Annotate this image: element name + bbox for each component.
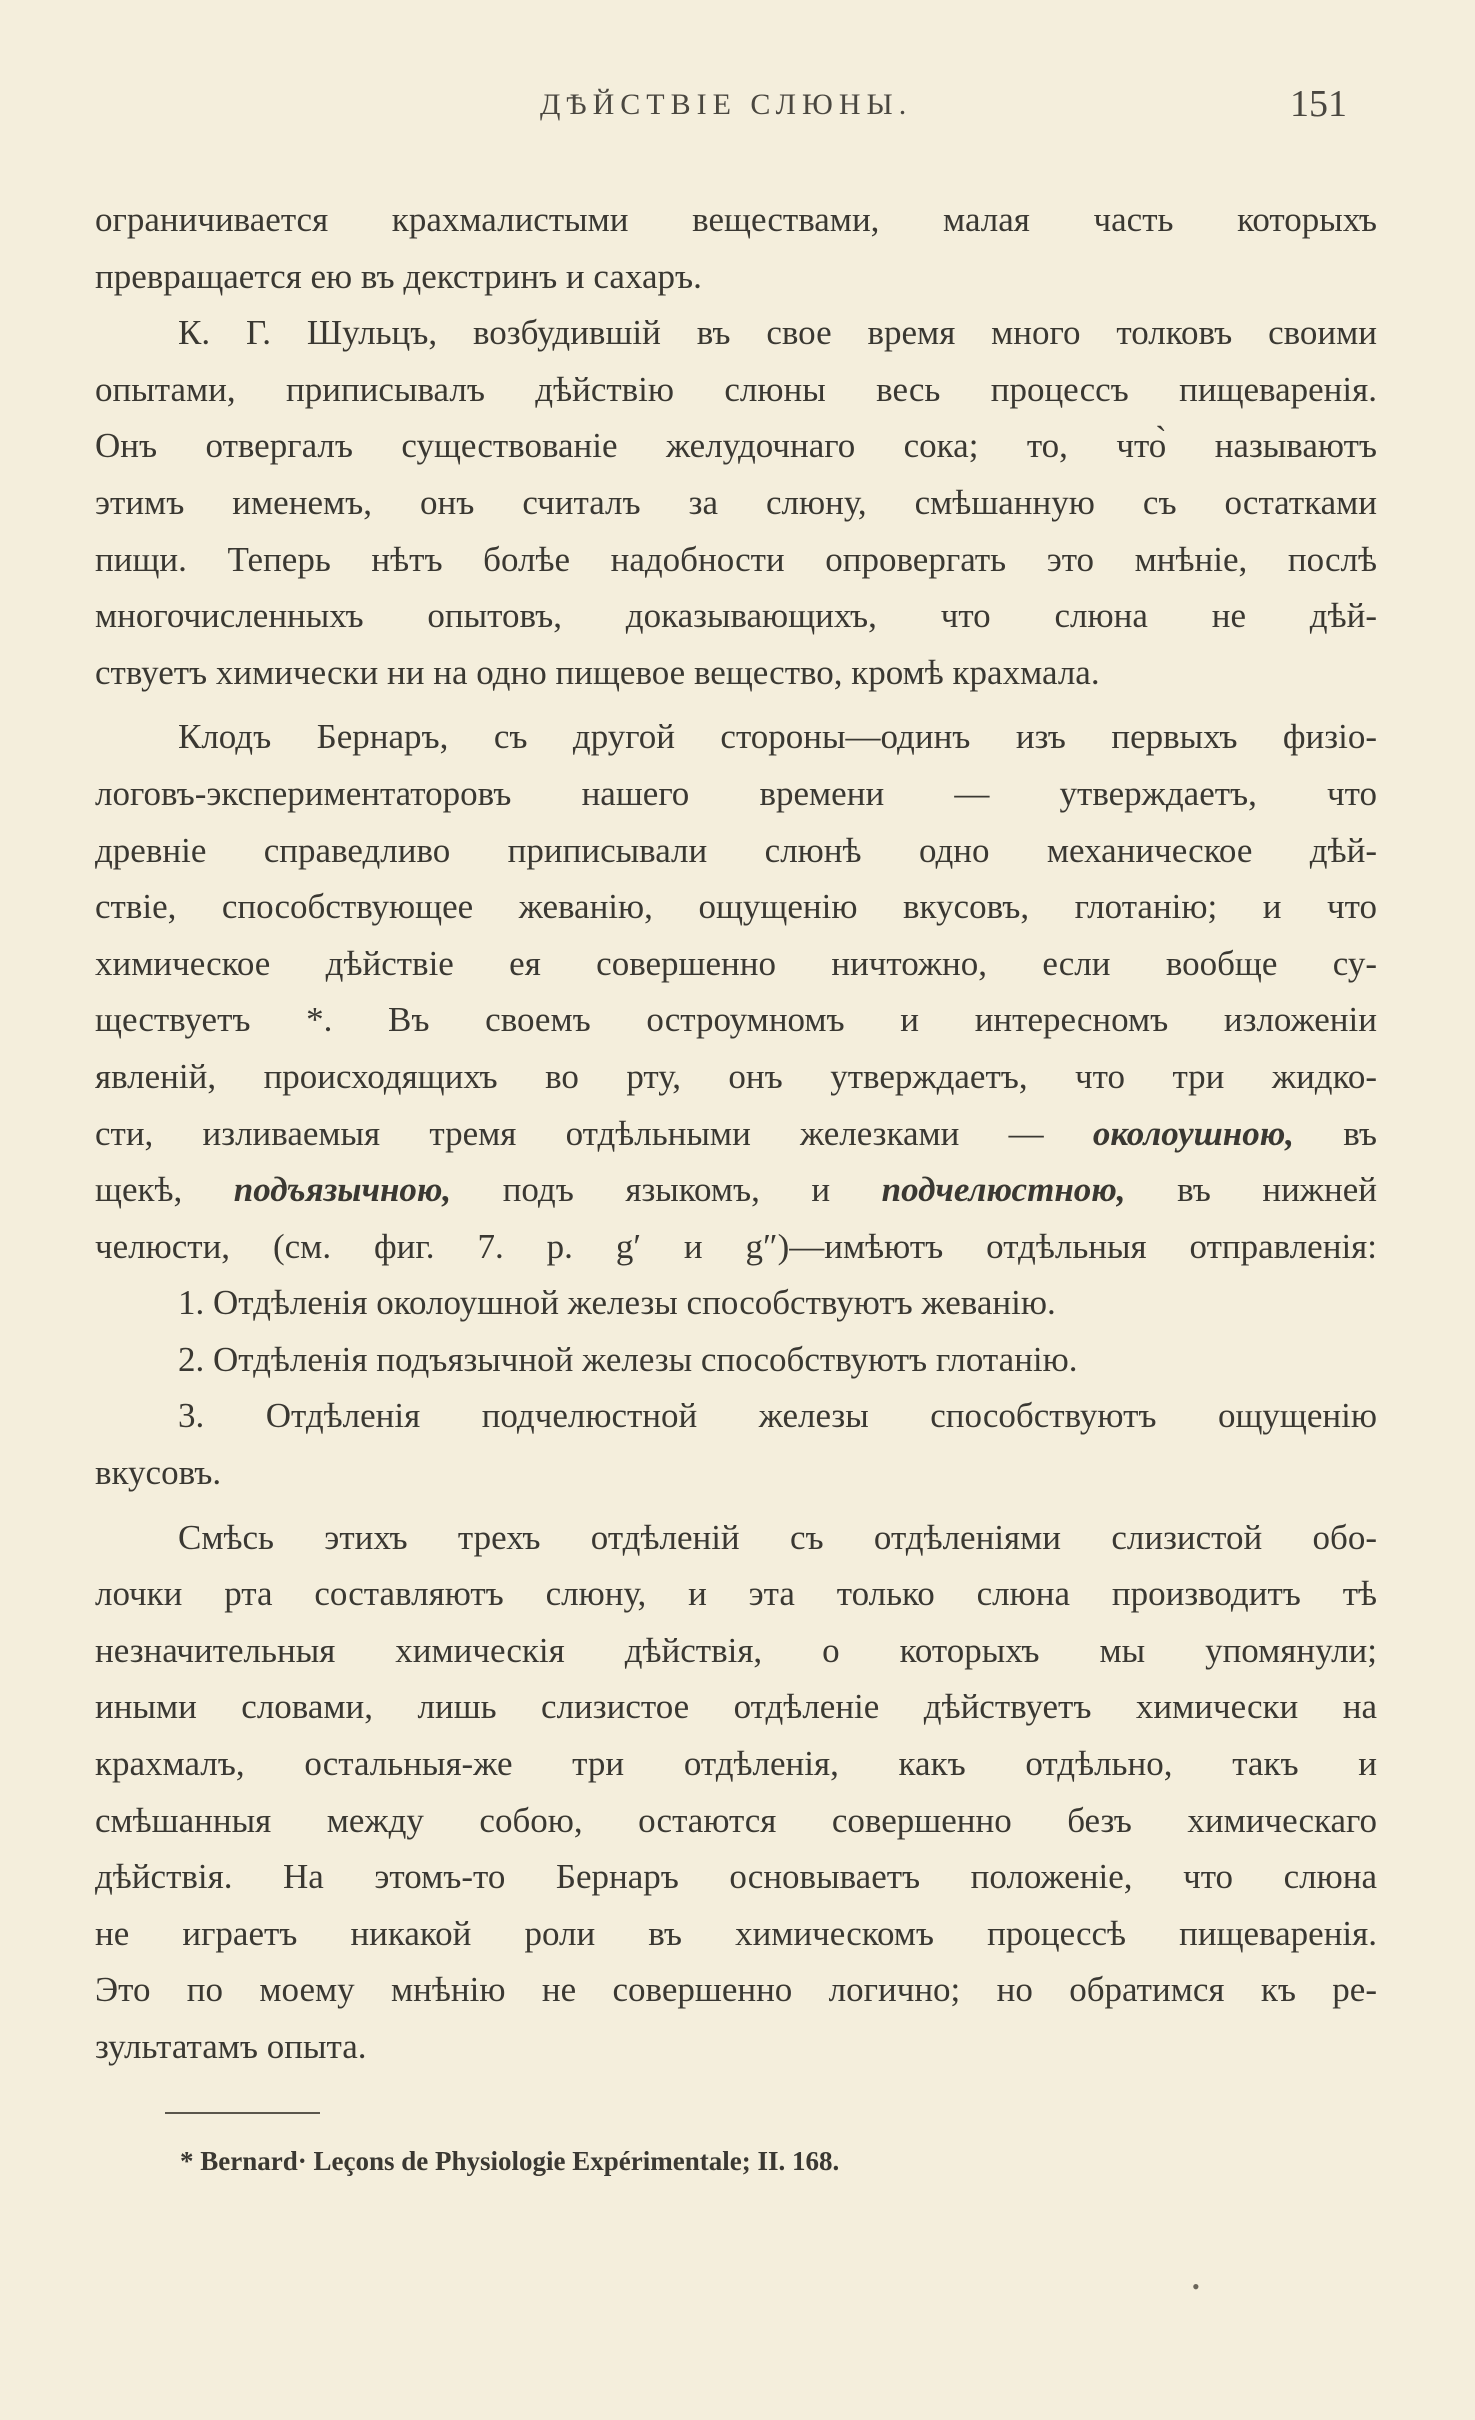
text-line: не играетъ никакой роли въ химическомъ процессѣ пищеваренія.	[95, 1913, 1377, 1953]
list-item: 1. Отдѣленія околоушной железы способствуютъ жеванію.	[178, 1283, 1056, 1323]
page-number: 151	[1290, 83, 1347, 125]
text-line: Смѣсь этихъ трехъ отдѣленій съ отдѣленіями слизистой обо-	[178, 1517, 1377, 1557]
text-line: ществуетъ *. Въ своемъ остроумномъ и интересномъ изложеніи	[95, 1000, 1377, 1040]
text-line: Это по моему мнѣнію не совершенно логично; но обратимся къ ре-	[95, 1970, 1377, 2010]
text-line: челюсти, (см. фиг. 7. р. g′ и g″)—имѣютъ отдѣльныя отправленія:	[95, 1226, 1377, 1266]
italic-term: подчелюстною,	[881, 1170, 1126, 1210]
text-line: дѣйствія. На этомъ-то Бернаръ основываетъ положеніе, что слюна	[95, 1857, 1377, 1897]
list-item: 2. Отдѣленія подъязычной железы способствуютъ глотанію.	[178, 1339, 1078, 1379]
text-line: смѣшанныя между собою, остаются совершенно безъ химическаго	[95, 1800, 1377, 1840]
text-line: сти, изливаемыя тремя отдѣльными железками — околоушною, въ	[95, 1113, 1377, 1153]
text-line: опытами, приписывалъ дѣйствію слюны весь процессъ пищеваренія.	[95, 369, 1377, 409]
text-line: многочисленныхъ опытовъ, доказывающихъ, что слюна не дѣй-	[95, 596, 1377, 636]
italic-term: околоушною,	[1092, 1113, 1295, 1153]
list-item: 3. Отдѣленія подчелюстной железы способствуютъ ощущенію	[178, 1396, 1377, 1436]
body-text	[95, 192, 1377, 2076]
text-line: древніе справедливо приписывали слюнѣ одно механическое дѣй-	[95, 830, 1377, 870]
footnote: * Bernard· Leçons de Physiologie Expérimentale; II. 168.	[180, 2146, 840, 2176]
footnote-rule	[165, 2112, 320, 2114]
text-line: химическое дѣйствіе ея совершенно ничтожно, если вообще су-	[95, 943, 1377, 983]
text-line: щекѣ, подъязычною, подъ языкомъ, и подчелюстною, въ нижней	[95, 1170, 1377, 1210]
text-line: крахмалъ, остальныя-же три отдѣленія, какъ отдѣльно, такъ и	[95, 1744, 1377, 1784]
text-line: иными словами, лишь слизистое отдѣленіе дѣйствуетъ химически на	[95, 1687, 1377, 1727]
text-line: логовъ-экспериментаторовъ нашего времени — утверждаетъ, что	[95, 773, 1377, 813]
text-line: незначительныя химическія дѣйствія, о которыхъ мы упомянули;	[95, 1630, 1377, 1670]
italic-term: подъязычною,	[233, 1170, 452, 1210]
ink-dot: •	[1192, 2274, 1200, 2299]
text-line: пищи. Теперь нѣтъ болѣе надобности опровергать это мнѣніе, послѣ	[95, 539, 1377, 579]
text-line: этимъ именемъ, онъ считалъ за слюну, смѣшанную съ остатками	[95, 482, 1377, 522]
text-line: ствіе, способствующее жеванію, ощущенію вкусовъ, глотанію; и что	[95, 887, 1377, 927]
text-line: превращается ею въ декстринъ и сахаръ.	[95, 256, 702, 296]
text-line: ограничивается крахмалистыми веществами, малая часть которыхъ	[95, 200, 1377, 239]
text-line: Онъ отвергалъ существованіе желудочнаго сока; то, что̀ называютъ	[95, 426, 1377, 466]
running-title: ДѢЙСТВІЕ СЛЮНЫ.	[540, 88, 913, 121]
text-line: Клодъ Бернаръ, съ другой стороны—одинъ изъ первыхъ физіо-	[178, 717, 1377, 757]
text-line: К. Г. Шульцъ, возбудившій въ свое время много толковъ своими	[178, 313, 1377, 353]
text-line: зультатамъ опыта.	[95, 2027, 367, 2066]
text-line: ствуетъ химически ни на одно пищевое вещество, кромѣ крахмала.	[95, 652, 1100, 692]
text-line: явленій, происходящихъ во рту, онъ утверждаетъ, что три жидко-	[95, 1056, 1377, 1096]
text-line: лочки рта составляютъ слюну, и эта только слюна производитъ тѣ	[95, 1574, 1377, 1614]
text-line: вкусовъ.	[95, 1453, 222, 1493]
